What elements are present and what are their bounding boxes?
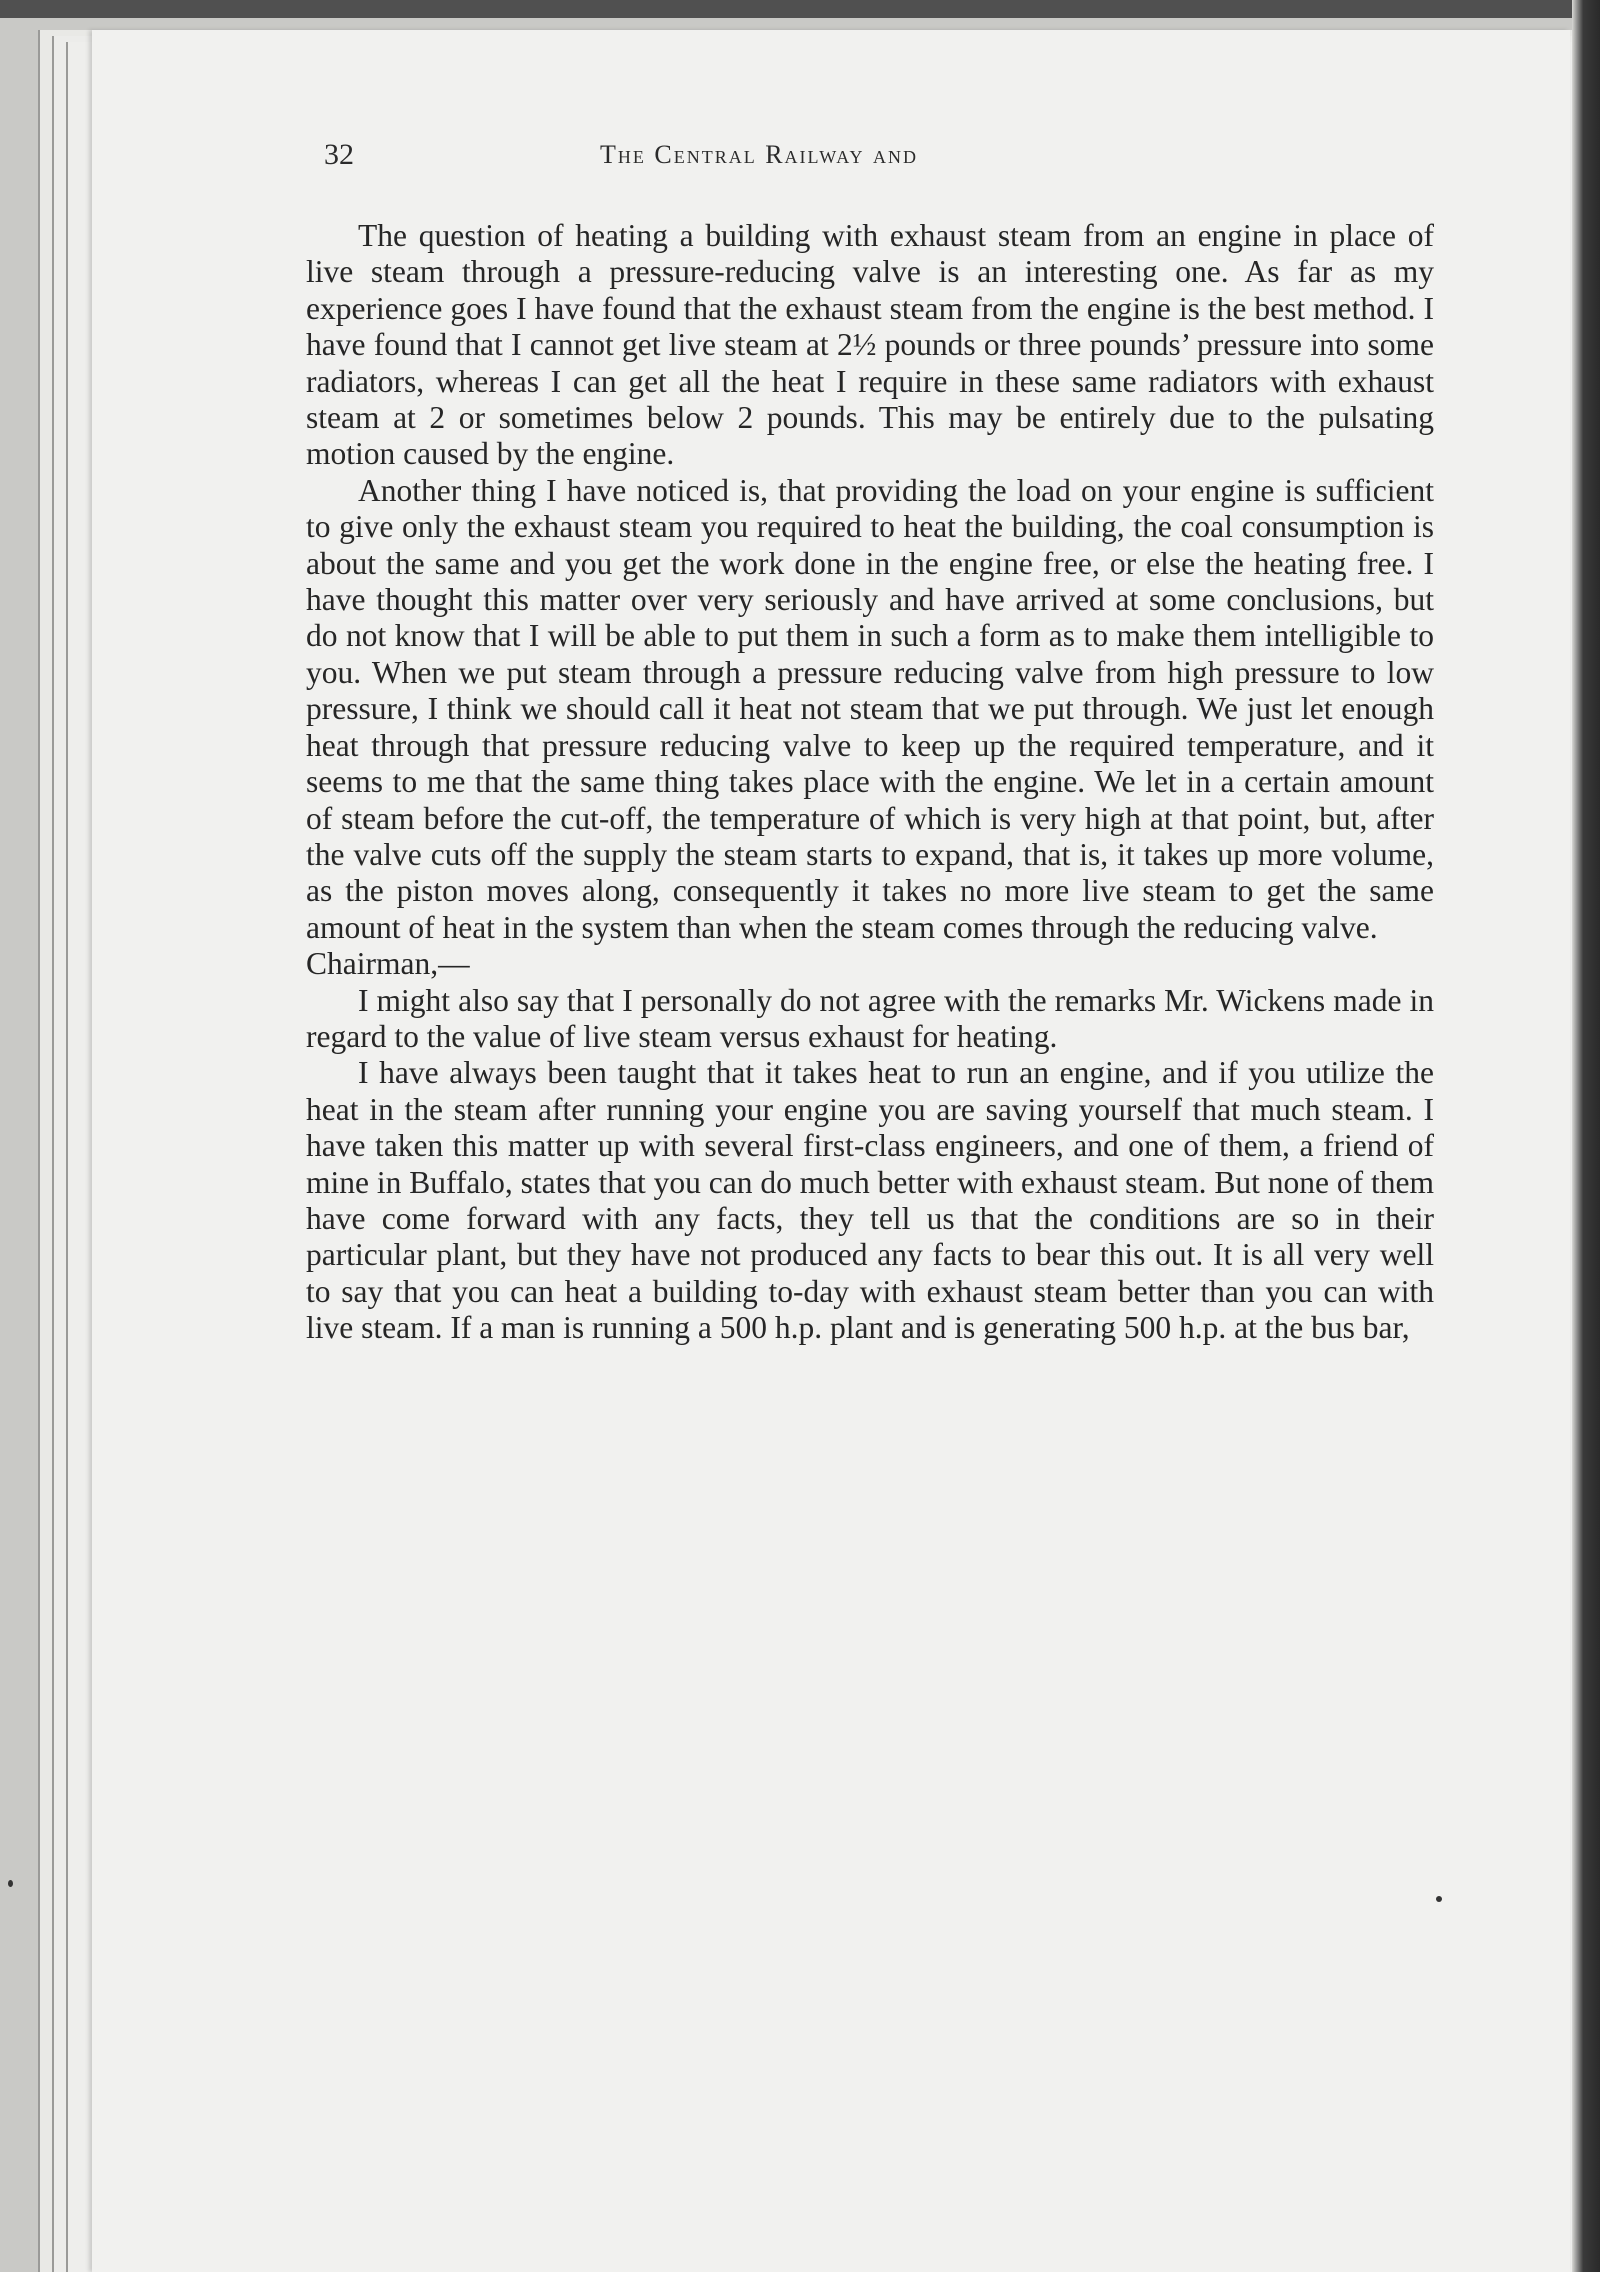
paragraph: I might also say that I personally do not agree with the remarks Mr. Wickens made in regard to the value of live steam versus exhaust for heating. — [306, 982, 1434, 1054]
paragraph: Another thing I have noticed is, that providing the load on your engine is sufficient to give only the exhaust steam you required to heat the building, the coal consumption is about the same and you get the work done in the engine free, or else the heating free. I have thought this matter over very seriously and have arrived at some conclusions, but do not know that I will be able to put them in such a form as to make them intelligible to you. When we put steam through a pressure reducing valve from high pressure to low pressure, I think we should call it heat not steam that we put through. We just let enough heat through that pressure reducing valve to keep up the required temperature, and it seems to me that the same thing takes place with the engine. We let in a certain amount of steam before the cut-off, the temperature of which is very high at that point, but, after the valve cuts off the supply the steam starts to expand, that is, it takes up more volume, as the piston moves along, consequently it takes no more live steam to get the same amount of heat in the system than when the steam comes through the reducing valve. — [306, 472, 1434, 945]
paragraph: I have always been taught that it takes heat to run an engine, and if you utilize the heat in the steam after running your engine you are saving yourself that much steam. I have taken this matter up with several first-class engineers, and one of them, a friend of mine in Buffalo, states that you can do much better with exhaust steam. But none of them have come forward with any facts, they tell us that the conditions are so in their particular plant, but they have not produced any facts to bear this out. It is all very well to say that you can heat a building to-day with exhaust steam better than you can with live steam. If a man is running a 500 h.p. plant and is generating 500 h.p. at the bus bar, — [306, 1055, 1434, 1346]
page-number: 32 — [324, 138, 354, 171]
page-body — [306, 218, 1434, 1347]
scanner-top-border — [0, 0, 1600, 18]
scan-speck — [1436, 1896, 1442, 1902]
paragraph: The question of heating a building with exhaust steam from an engine in place of live steam through a pressure-reducing valve is an interesting one. As far as my experience goes I have found that the exhaust steam from the engine is the best method. I have found that I cannot get live steam at 2½ pounds or three pounds’ pressure into some radiators, whereas I can get all the heat I require in these same radiators with exhaust steam at 2 or sometimes below 2 pounds. This may be entirely due to the pulsating motion caused by the engine. — [306, 218, 1434, 472]
scan-speck — [8, 1880, 13, 1887]
speaker-heading: Chairman,— — [306, 946, 470, 982]
scanner-right-border — [1572, 0, 1600, 2272]
running-head: The Central Railway and — [600, 140, 919, 169]
